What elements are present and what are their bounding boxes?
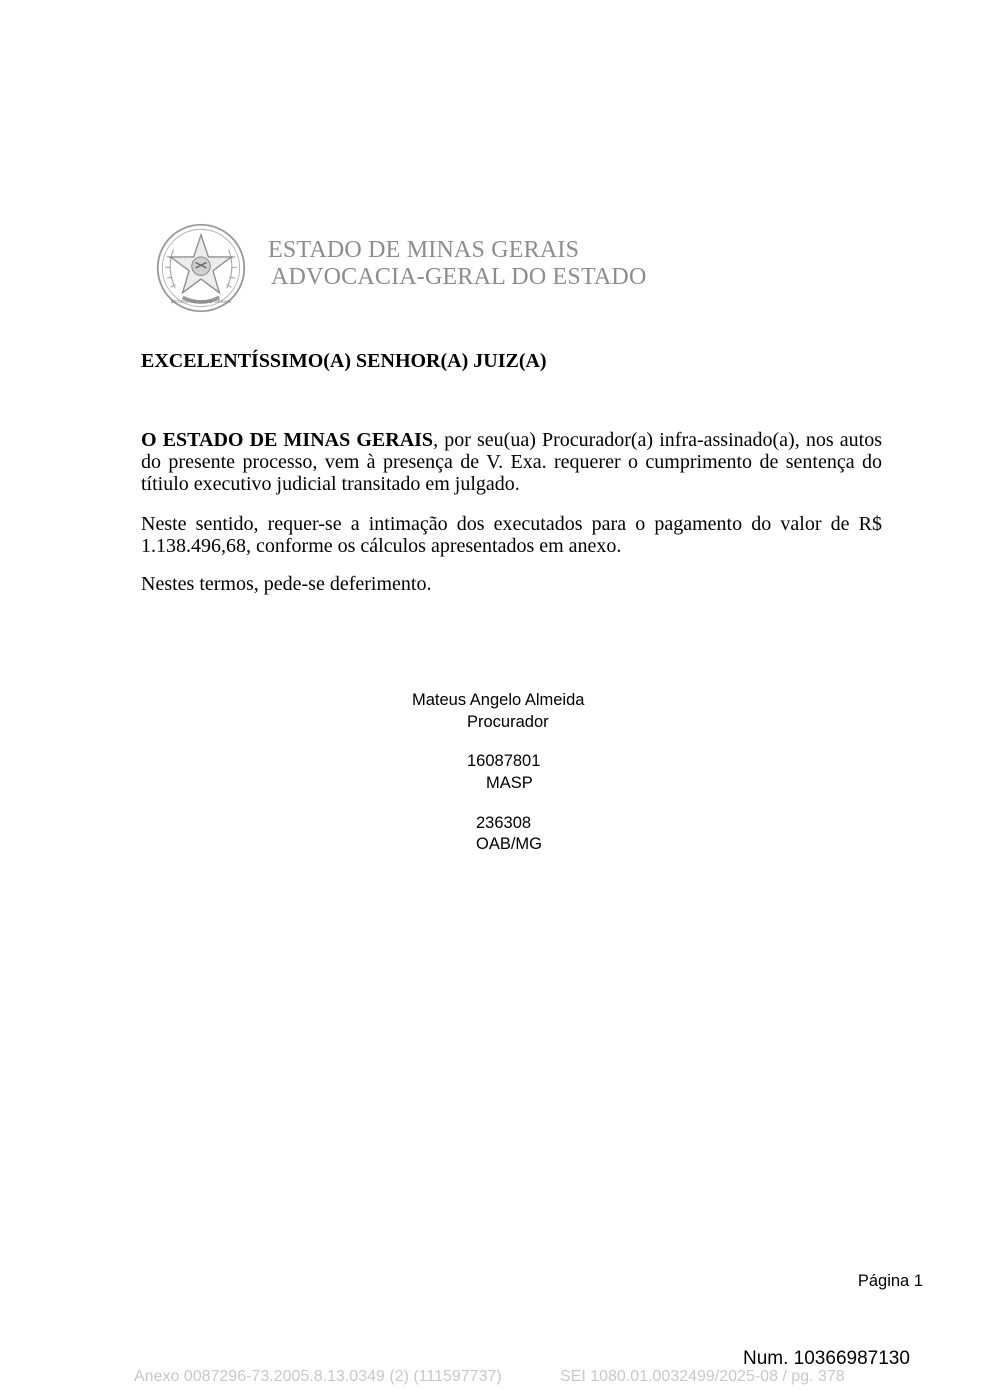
paragraph-request-text: , por seu(ua) Procurador(a) infra-assinado(a), nos autos do presente processo, vem à presença de V. Exa. requerer o cumprimento de sentença do títiulo executivo judicial transitado em julgado. (141, 429, 883, 495)
header-state-name: ESTADO DE MINAS GERAIS (268, 237, 580, 263)
annex-watermark: Anexo 0087296-73.2005.8.13.0349 (2) (111597737) (134, 1368, 502, 1385)
oab-label: OAB/MG (476, 835, 543, 853)
masp-number: 16087801 (467, 752, 541, 770)
party-name: O ESTADO DE MINAS GERAIS (141, 429, 434, 451)
page-number: Página 1 (857, 1272, 923, 1290)
paragraph-closing: Nestes termos, pede-se deferimento. (141, 573, 432, 595)
svg-text:ESTADO DE MINAS GERAIS: ESTADO DE MINAS GERAIS (170, 298, 232, 304)
signer-role: Procurador (467, 713, 549, 731)
sei-watermark: SEI 1080.01.0032499/2025-08 / pg. 378 (560, 1368, 845, 1385)
addressee-heading: EXCELENTÍSSIMO(A) SENHOR(A) JUIZ(A) (141, 350, 547, 372)
masp-label: MASP (486, 774, 533, 792)
header-agency-name: ADVOCACIA-GERAL DO ESTADO (271, 264, 647, 290)
document-number: Num. 10366987130 (743, 1348, 910, 1369)
paragraph-payment: Neste sentido, requer-se a intimação dos executados para o pagamento do valor de R$ 1.138.496,68, conforme os cálculos apresentados em anexo. (141, 513, 882, 557)
signer-name: Mateus Angelo Almeida (412, 691, 585, 709)
coat-of-arms-seal (155, 222, 247, 314)
oab-number: 236308 (476, 814, 532, 832)
paragraph-request (141, 429, 882, 495)
